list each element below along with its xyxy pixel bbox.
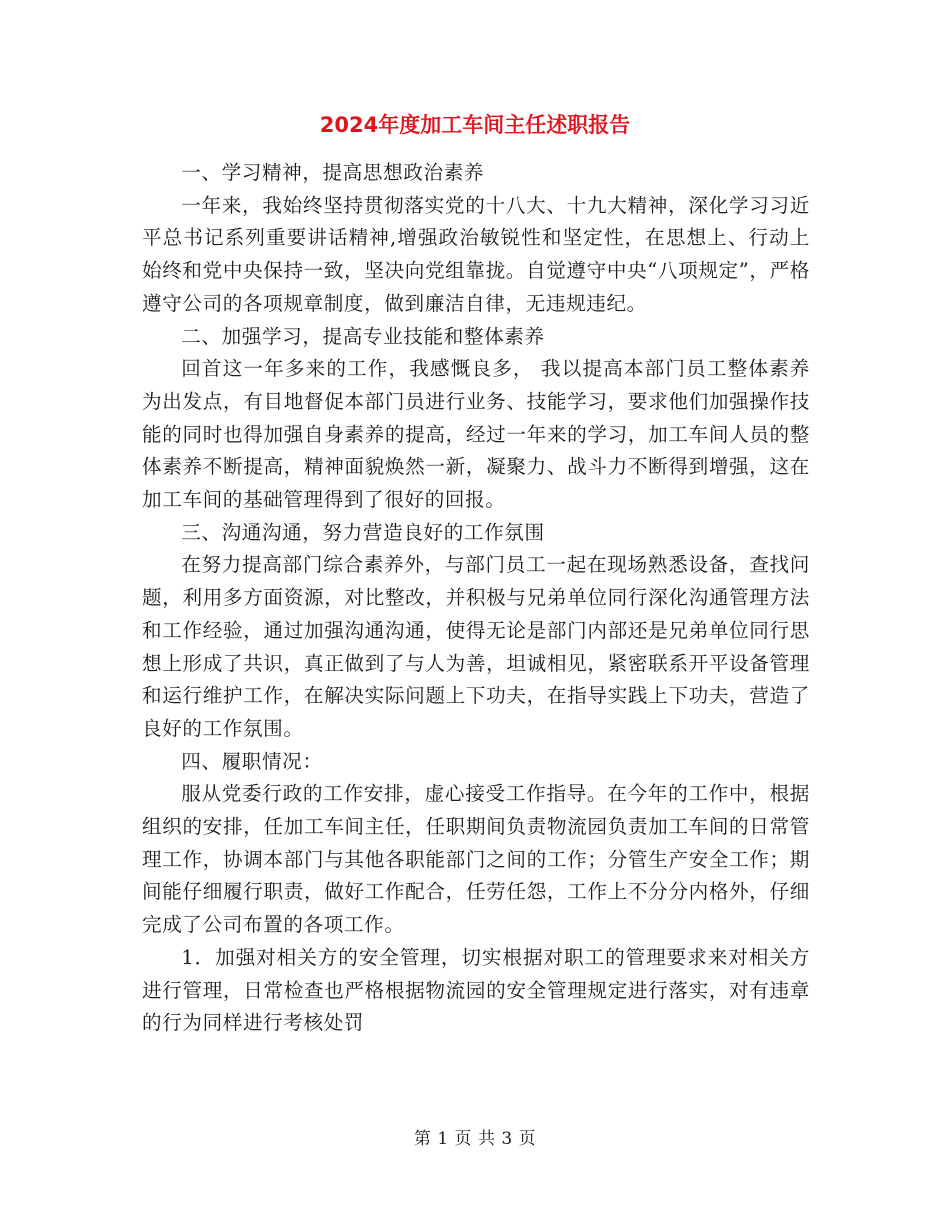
- document-body: [142, 157, 810, 1040]
- section-heading: 四、履职情况：: [181, 749, 323, 773]
- body-paragraph: 回首这一年多来的工作，我感慨良多， 我以提高本部门员工整体素养为出发点，有目地督促本部门员进行业务、技能学习，要求他们加强操作技能的同时也得加强自身素养的提高，经过一年来的学习，加工车间人员的整体素养不断提高，精神面貌焕然一新，凝聚力、战斗力不断得到增强，这在加工车间的基础管理得到了很好的回报。: [142, 357, 810, 512]
- section-heading: 二、加强学习，提高专业技能和整体素养: [181, 324, 545, 348]
- numbered-paragraph: 1．加强对相关方的安全管理，切实根据对职工的管理要求来对相关方进行管理，日常检查也严格根据物流园的安全管理规定进行落实，对有违章的行为同样进行考核处罚: [142, 945, 810, 1035]
- document-title: 2024年度加工车间主任述职报告: [319, 113, 631, 137]
- section-heading: 一、学习精神，提高思想政治素养: [181, 161, 485, 184]
- page-footer: 第 1 页 共 3 页: [413, 1129, 537, 1149]
- body-paragraph: 在努力提高部门综合素养外，与部门员工一起在现场熟悉设备，查找问题，利用多方面资源，对比整改，并积极与兄弟单位同行深化沟通管理方法和工作经验，通过加强沟通沟通，使得无论是部门内部还是兄弟单位同行思想上形成了共识，真正做到了与人为善，坦诚相见，紧密联系开平设备管理和运行维护工作，在解决实际问题上下功夫，在指导实践上下功夫，营造了良好的工作氛围。: [142, 553, 810, 740]
- section-heading: 三、沟通沟通，努力营造良好的工作氛围: [181, 520, 545, 544]
- body-paragraph: 一年来，我始终坚持贯彻落实党的十八大、十九大精神，深化学习习近平总书记系列重要讲话精神,增强政治敏锐性和坚定性，在思想上、行动上始终和党中央保持一致，坚决向党组靠拢。自觉遵守中央“八项规定”，严格遵守公司的各项规章制度，做到廉洁自律，无违规违纪。: [142, 193, 810, 315]
- body-paragraph: 服从党委行政的工作安排，虚心接受工作指导。在今年的工作中，根据组织的安排，任加工车间主任，任职期间负责物流园负责加工车间的日常管理工作，协调本部门与其他各职能部门之间的工作；分管生产安全工作；期间能仔细履行职责，做好工作配合，任劳任怨，工作上不分分内格外，仔细完成了公司布置的各项工作。: [142, 782, 810, 937]
